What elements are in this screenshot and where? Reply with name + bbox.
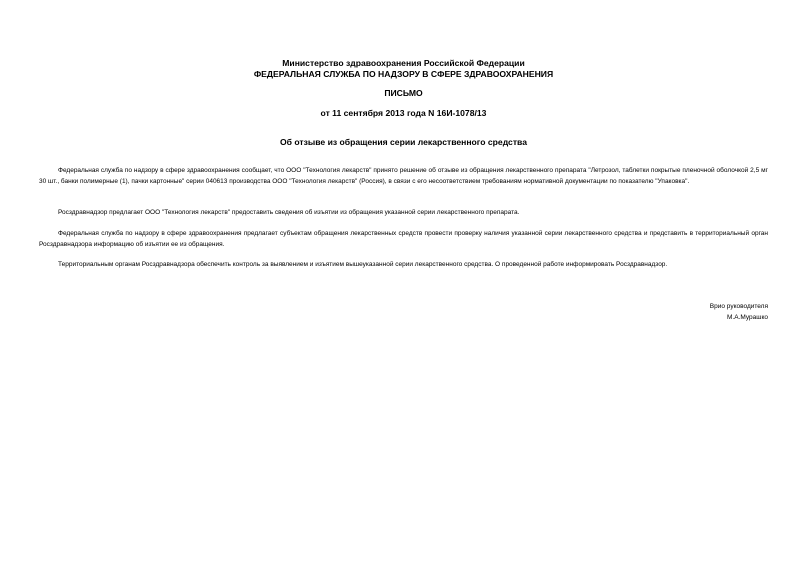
- paragraph-inspection-request: Федеральная служба по надзору в сфере здравоохранения предлагает субъектам обращения лекарственных средств провести проверку наличия указанной серии лекарственного средства и представить в территориальный орган Росздравнадзора информацию об изъятии ее из обращения.: [39, 230, 768, 248]
- paragraph-recall-notice: Федеральная служба по надзору в сфере здравоохранения сообщает, что ООО "Технология лекарств" принято решение об отзыве из обращения лекарственного препарата "Летрозол, таблетки покрытые пленочной оболочкой 2,5 мг 30 шт., банки полимерные (1), пачки картонные" серии 040613 производства ООО "Технология лекарств" (Россия), в связи с его несоответствием требованиям нормативной документации по показателю "Упаковка".: [39, 167, 768, 185]
- service-title: ФЕДЕРАЛЬНАЯ СЛУЖБА ПО НАДЗОРУ В СФЕРЕ ЗДРАВООХРАНЕНИЯ: [253, 69, 554, 79]
- paragraph-withdrawal-request: Росздравнадзор предлагает ООО "Технология лекарств" предоставить сведения об изъятии из обращения указанной серии лекарственного препарата.: [58, 209, 520, 216]
- signature-name: М.А.Мурашко: [726, 314, 768, 321]
- signature-role: Врио руководителя: [709, 303, 768, 310]
- document-subject: Об отзыве из обращения серии лекарственного средства: [280, 137, 527, 147]
- ministry-title: Министерство здравоохранения Российской Федерации: [282, 58, 525, 68]
- paragraph-territorial-control: Территориальным органам Росздравнадзора обеспечить контроль за выявлением и изъятием вышеуказанной серии лекарственного средства. О проведенной работе информировать Росздравнадзор.: [58, 261, 668, 268]
- document-date-number: от 11 сентября 2013 года N 16И-1078/13: [320, 108, 487, 118]
- document-type: ПИСЬМО: [384, 88, 423, 98]
